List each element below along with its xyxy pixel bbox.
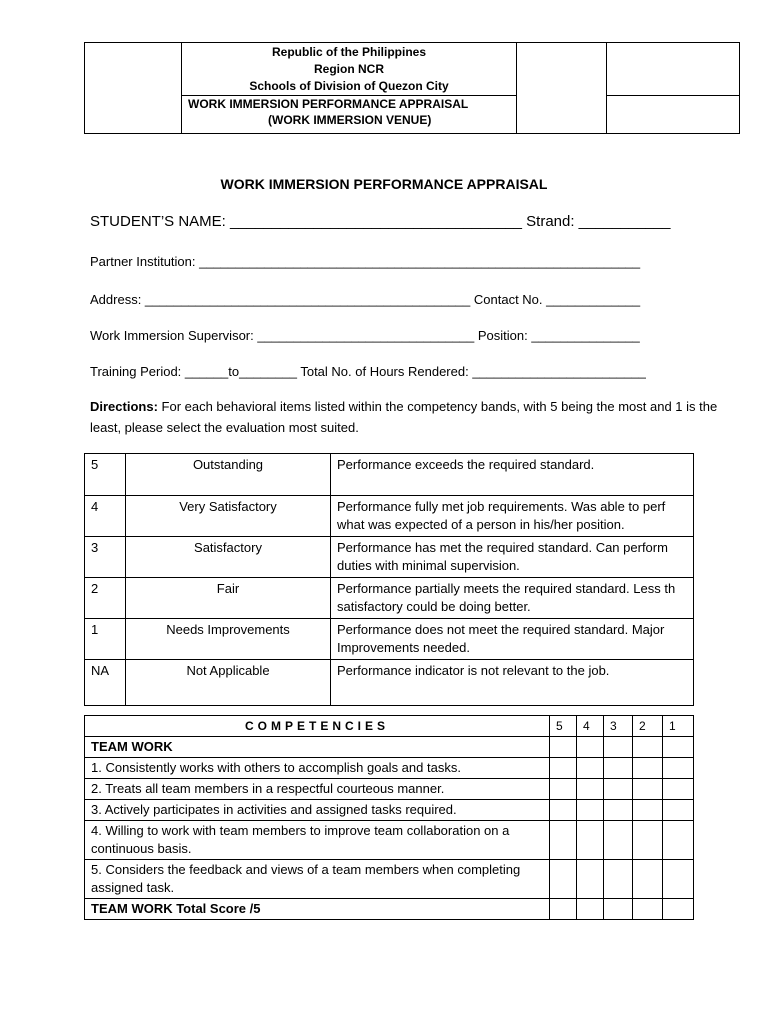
score-cell[interactable] xyxy=(633,821,663,860)
score-cell[interactable] xyxy=(663,779,694,800)
total-row xyxy=(85,899,694,920)
header-title-1: WORK IMMERSION PERFORMANCE APPRAISAL xyxy=(188,97,469,111)
competency-item: 3. Actively participates in activities and assigned tasks required. xyxy=(85,800,550,821)
rating-desc-line1: Performance has met the required standard. Can perform xyxy=(337,540,668,555)
score-header-5: 5 xyxy=(550,716,577,737)
competency-item: 1. Consistently works with others to accomplish goals and tasks. xyxy=(85,758,550,779)
rating-row xyxy=(85,537,694,578)
competency-item: 4. Willing to work with team members to improve team collaboration on a continuous basis. xyxy=(85,821,550,860)
rating-row xyxy=(85,660,694,706)
score-cell[interactable] xyxy=(550,800,577,821)
score-cell[interactable] xyxy=(663,758,694,779)
header-blank-cell-1 xyxy=(516,42,607,134)
score-cell[interactable] xyxy=(604,821,633,860)
score-cell[interactable] xyxy=(663,800,694,821)
score-cell[interactable] xyxy=(550,737,577,758)
score-cell[interactable] xyxy=(577,899,604,920)
rating-desc-line2: what was expected of a person in his/her position. xyxy=(337,517,625,532)
competencies-table xyxy=(84,715,694,920)
score-cell[interactable] xyxy=(550,758,577,779)
score-cell[interactable] xyxy=(633,737,663,758)
score-cell[interactable] xyxy=(577,758,604,779)
rating-desc-line1: Performance fully met job requirements. Was able to perf xyxy=(337,499,666,514)
score-header-2: 2 xyxy=(633,716,663,737)
rating-desc-line1: Performance does not meet the required standard. Major xyxy=(337,622,665,637)
directions-text: For each behavioral items listed within the competency bands, with 5 being the most and 1 is the least, please select the evaluation most suited. xyxy=(90,399,718,435)
directions xyxy=(90,396,720,438)
score-cell[interactable] xyxy=(577,800,604,821)
competency-item: 2. Treats all team members in a respectful courteous manner. xyxy=(85,779,550,800)
score-cell[interactable] xyxy=(577,737,604,758)
rating-scale-table xyxy=(84,453,694,706)
score-cell[interactable] xyxy=(633,779,663,800)
student-name-field[interactable]: STUDENT’S NAME: ___________________________________ Strand: ___________ xyxy=(90,213,671,230)
rating-score: 2 xyxy=(85,578,126,619)
rating-label: Outstanding xyxy=(126,454,331,496)
score-cell[interactable] xyxy=(633,800,663,821)
rating-row xyxy=(85,578,694,619)
score-cell[interactable] xyxy=(604,758,633,779)
document-header xyxy=(84,42,740,134)
training-period-field[interactable]: Training Period: ______to________ Total No. of Hours Rendered: ________________________ xyxy=(90,364,646,379)
header-line-2: Region NCR xyxy=(314,62,384,76)
rating-label: Satisfactory xyxy=(126,537,331,578)
header-line-1: Republic of the Philippines xyxy=(271,45,426,59)
rating-desc-line2: satisfactory could be doing better. xyxy=(337,599,531,614)
rating-desc-line1: Performance indicator is not relevant to the job. xyxy=(337,663,610,678)
rating-desc xyxy=(331,578,694,619)
header-title-2: (WORK IMMERSION VENUE) xyxy=(268,113,432,127)
score-cell[interactable] xyxy=(550,821,577,860)
rating-row xyxy=(85,496,694,537)
score-cell[interactable] xyxy=(604,899,633,920)
rating-desc xyxy=(331,537,694,578)
rating-row xyxy=(85,619,694,660)
header-title-cell xyxy=(181,95,517,134)
competency-row xyxy=(85,800,694,821)
rating-row xyxy=(85,454,694,496)
score-header-4: 4 xyxy=(577,716,604,737)
rating-label: Very Satisfactory xyxy=(126,496,331,537)
score-header-1: 1 xyxy=(663,716,694,737)
rating-desc xyxy=(331,660,694,706)
directions-label: Directions: xyxy=(90,399,158,414)
score-cell[interactable] xyxy=(604,779,633,800)
rating-label: Not Applicable xyxy=(126,660,331,706)
score-cell[interactable] xyxy=(663,737,694,758)
rating-desc-line1: Performance partially meets the required standard. Less th xyxy=(337,581,676,596)
competencies-header-row xyxy=(85,716,694,737)
competency-row xyxy=(85,758,694,779)
competency-row xyxy=(85,779,694,800)
score-cell[interactable] xyxy=(604,737,633,758)
rating-desc xyxy=(331,454,694,496)
total-score-label: TEAM WORK Total Score /5 xyxy=(85,899,550,920)
score-cell[interactable] xyxy=(663,821,694,860)
rating-score: 4 xyxy=(85,496,126,537)
partner-institution-field[interactable]: Partner Institution: _____________________________________________________________ xyxy=(90,254,641,269)
score-cell[interactable] xyxy=(663,860,694,899)
section-title: TEAM WORK xyxy=(85,737,550,758)
competencies-header: COMPETENCIES xyxy=(85,716,550,737)
score-cell[interactable] xyxy=(550,779,577,800)
address-field[interactable]: Address: _____________________________________________ Contact No. _____________ xyxy=(90,292,641,307)
supervisor-field[interactable]: Work Immersion Supervisor: ______________________________ Position: _______________ xyxy=(90,328,640,343)
score-cell[interactable] xyxy=(550,860,577,899)
score-cell[interactable] xyxy=(577,821,604,860)
score-cell[interactable] xyxy=(604,800,633,821)
score-cell[interactable] xyxy=(577,860,604,899)
score-cell[interactable] xyxy=(550,899,577,920)
rating-label: Fair xyxy=(126,578,331,619)
score-cell[interactable] xyxy=(604,860,633,899)
rating-desc-line2: duties with minimal supervision. xyxy=(337,558,520,573)
score-cell[interactable] xyxy=(577,779,604,800)
rating-score: 5 xyxy=(85,454,126,496)
header-blank-cell-3 xyxy=(606,95,740,134)
rating-desc xyxy=(331,496,694,537)
competency-row xyxy=(85,821,694,860)
score-cell[interactable] xyxy=(633,758,663,779)
competency-item: 5. Considers the feedback and views of a team members when completing assigned task. xyxy=(85,860,550,899)
page-title: WORK IMMERSION PERFORMANCE APPRAISAL xyxy=(220,176,548,192)
header-line-3: Schools of Division of Quezon City xyxy=(249,79,449,93)
rating-score: 1 xyxy=(85,619,126,660)
section-row xyxy=(85,737,694,758)
header-blank-cell-2 xyxy=(606,42,740,96)
score-cell[interactable] xyxy=(663,899,694,920)
rating-label: Needs Improvements xyxy=(126,619,331,660)
header-info-cell xyxy=(181,42,517,96)
rating-desc-line2: Improvements needed. xyxy=(337,640,470,655)
rating-desc-line1: Performance exceeds the required standard. xyxy=(337,457,595,472)
rating-score: 3 xyxy=(85,537,126,578)
logo-cell-left xyxy=(84,42,182,134)
rating-score: NA xyxy=(85,660,126,706)
competency-row xyxy=(85,860,694,899)
score-header-3: 3 xyxy=(604,716,633,737)
rating-desc xyxy=(331,619,694,660)
score-cell[interactable] xyxy=(633,860,663,899)
score-cell[interactable] xyxy=(633,899,663,920)
